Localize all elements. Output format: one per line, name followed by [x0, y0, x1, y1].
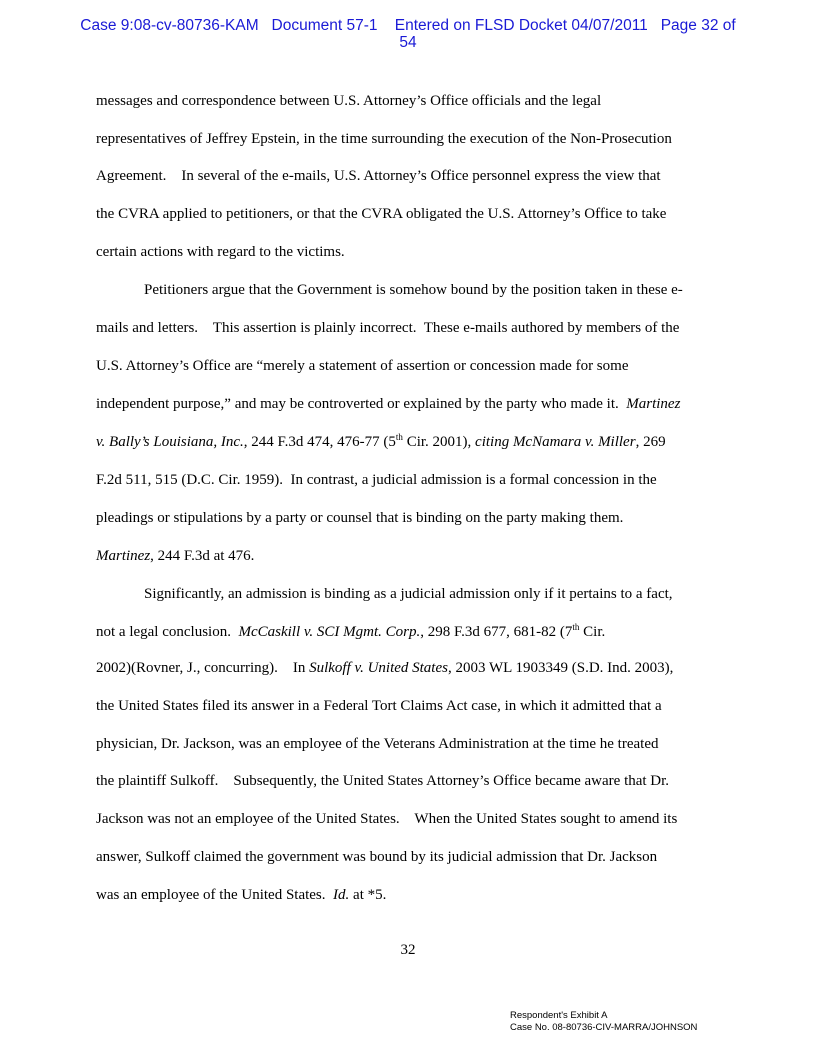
text-line: answer, Sulkoff claimed the government was bound by its judicial admission that Dr. Jackson	[96, 849, 658, 865]
text-line: messages and correspondence between U.S. Attorney’s Office officials and the legal	[96, 93, 602, 109]
text-line: pleadings or stipulations by a party or counsel that is binding on the party making them.	[96, 510, 624, 526]
text-line: Martinez, 244 F.3d at 476.	[96, 548, 255, 564]
exhibit-footer	[510, 1010, 697, 1034]
text-line: the plaintiff Sulkoff. Subsequently, the United States Attorney’s Office became aware that Dr.	[96, 773, 670, 789]
docket-header-line1: Case 9:08-cv-80736-KAM Document 57-1 Entered on FLSD Docket 04/07/2011 Page 32 of	[80, 17, 736, 34]
text-line: Jackson was not an employee of the United States. When the United States sought to amend its	[96, 811, 678, 827]
text-line: Significantly, an admission is binding as a judicial admission only if it pertains to a fact,	[144, 586, 673, 602]
text-line: Petitioners argue that the Government is somehow bound by the position taken in these e-	[144, 282, 683, 298]
text-line: the CVRA applied to petitioners, or that the CVRA obligated the U.S. Attorney’s Office to take	[96, 206, 667, 222]
text-line: physician, Dr. Jackson, was an employee of the Veterans Administration at the time he treated	[96, 736, 659, 752]
case-citation: Martinez	[96, 548, 151, 564]
case-number: Case No. 08-80736-CIV-MARRA/JOHNSON	[510, 1022, 698, 1033]
text-line: independent purpose,” and may be controverted or explained by the party who made it. Martinez	[96, 396, 681, 412]
text-line: F.2d 511, 515 (D.C. Cir. 1959). In contrast, a judicial admission is a formal concession in the	[96, 472, 657, 488]
text-line: 2002)(Rovner, J., concurring). In Sulkoff v. United States, 2003 WL 1903349 (S.D. Ind. 2003),	[96, 660, 674, 676]
case-citation: Martinez	[626, 396, 681, 412]
exhibit-label: Respondent's Exhibit A	[510, 1010, 608, 1021]
text-line: mails and letters. This assertion is plainly incorrect. These e-mails authored by members of the	[96, 320, 680, 336]
case-citation: McCaskill v. SCI Mgmt. Corp.	[238, 624, 421, 640]
case-citation: v. Bally’s Louisiana, Inc.	[96, 434, 244, 450]
text-line: v. Bally’s Louisiana, Inc., 244 F.3d 474, 476-77 (5th Cir. 2001), citing McNamara v. Miller, 269	[96, 432, 666, 450]
text-line: certain actions with regard to the victims.	[96, 244, 345, 260]
docket-header-line2: 54	[399, 34, 417, 51]
text-line: Agreement. In several of the e-mails, U.S. Attorney’s Office personnel express the view that	[96, 168, 661, 184]
text-line: representatives of Jeffrey Epstein, in the time surrounding the execution of the Non-Prosecution	[96, 131, 672, 147]
case-citation: citing McNamara v. Miller	[475, 434, 636, 450]
page-number: 32	[400, 942, 416, 958]
text-line: was an employee of the United States. Id. at *5.	[96, 887, 387, 903]
case-citation: Id.	[333, 887, 350, 903]
text-line: U.S. Attorney’s Office are “merely a statement of assertion or concession made for some	[96, 358, 629, 374]
case-citation: Sulkoff v. United States	[309, 660, 448, 676]
text-line: the United States filed its answer in a Federal Tort Claims Act case, in which it admitted that a	[96, 698, 662, 714]
text-line: not a legal conclusion. McCaskill v. SCI Mgmt. Corp., 298 F.3d 677, 681-82 (7th Cir.	[96, 622, 606, 640]
docket-header	[0, 17, 816, 51]
